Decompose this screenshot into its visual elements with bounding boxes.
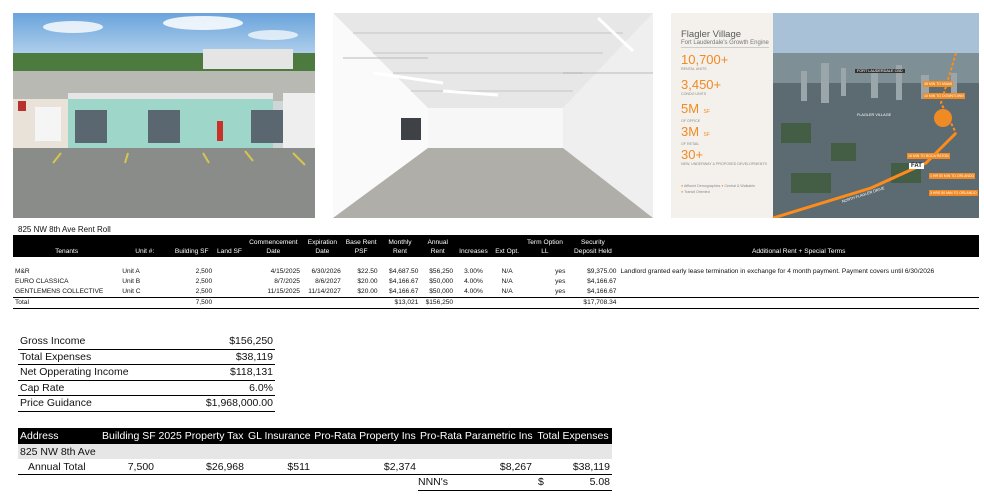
cell-security-deposit: $9,375.00 — [587, 268, 617, 275]
expense-address: 825 NW 8th Ave — [18, 444, 612, 460]
summary-row-price-guidance — [18, 396, 275, 412]
flyer-stat-2: 3,450+ CONDO UNITS — [681, 77, 722, 96]
col-gl-insurance: GL Insurance — [248, 429, 311, 442]
cell-empty — [343, 298, 380, 309]
cell-annual-rent: $50,000 — [429, 288, 454, 295]
summary-label: Cap Rate — [20, 381, 65, 394]
flyer-subtitle: Fort Lauderdale's Growth Engine — [681, 40, 769, 46]
cell-ext-opt: N/A — [501, 288, 513, 295]
cell-total-building-sf: 7,500 — [169, 298, 214, 309]
col-total-expenses: Total Expenses — [534, 428, 612, 444]
expense-header — [18, 428, 612, 444]
cell-monthly-rent: $4,166.67 — [389, 288, 419, 295]
map-time-2: 10 MIN TO DOWNTOWN — [924, 94, 964, 98]
nnn-value: 5.08 — [589, 476, 610, 488]
nnn-currency: $ — [538, 476, 544, 488]
cell-empty — [492, 298, 523, 309]
summary-row-gross-income — [18, 334, 275, 350]
flagler-village-flyer — [671, 13, 979, 218]
flyer-divider — [681, 47, 769, 48]
summary-value: $156,250 — [229, 335, 273, 347]
cell-monthly-rent: $4,166.67 — [389, 278, 419, 285]
cell-unit: Unit B — [122, 278, 141, 285]
cell-total-annual-rent: $156,250 — [420, 298, 455, 309]
expense-table — [18, 428, 612, 475]
map-label-village: FLAGLER VILLAGE — [857, 113, 892, 117]
cell-commencement: 4/15/2025 — [270, 268, 300, 275]
cell-tenant: GENTLEMENS COLLECTIVE — [15, 288, 104, 295]
cell-building-sf: 2,500 — [195, 288, 213, 295]
col-building-sf: Building SF — [102, 429, 156, 442]
cell-security-deposit: $4,166.67 — [587, 278, 617, 285]
col-security-deposit: Security Deposit Held — [574, 239, 612, 255]
cell-empty — [245, 298, 302, 309]
flyer-stat-4: 3M SF OF RETAIL — [681, 124, 710, 146]
rent-roll-header — [13, 235, 979, 257]
summary-value: $38,119 — [235, 350, 273, 363]
col-expiration: Expiration Date — [307, 239, 338, 255]
map-time-1: 38 MIN TO MIAMI — [924, 82, 953, 86]
cell-tenant: M&R — [15, 268, 30, 275]
cell-total-security-deposit: $17,708.34 — [567, 298, 618, 309]
col-base-rent: Base Rent PSF — [345, 239, 377, 255]
cell-land-sf — [214, 267, 245, 277]
col-parametric-ins: Pro-Rata Parametric Ins — [420, 429, 533, 442]
cell-additional-terms — [618, 287, 979, 298]
cell-gl-insurance: $511 — [246, 459, 312, 475]
map-time-5: 3 HRS 50 MIN TO ORLANDO — [930, 191, 977, 195]
col-increases: Increases — [459, 248, 488, 255]
flyer-stat-3: 5M SF OF OFFICE — [681, 101, 710, 123]
cell-empty — [455, 298, 492, 309]
cell-total-monthly-rent: $13,021 — [380, 298, 421, 309]
summary-row-total-expenses — [18, 350, 275, 366]
col-annual-rent: Annual Rent — [427, 239, 448, 255]
col-land-sf: Land SF — [216, 248, 242, 255]
cell-security-deposit: $4,166.67 — [587, 288, 617, 295]
cell-empty — [214, 298, 245, 309]
cell-empty — [120, 298, 169, 309]
cell-land-sf — [214, 277, 245, 287]
summary-row-cap-rate — [18, 381, 275, 397]
cell-base-rent: $20.00 — [357, 278, 378, 285]
map-label-fll: FORT LAUDERDALE CBD — [857, 69, 903, 73]
income-summary — [18, 334, 275, 412]
cell-ext-opt: N/A — [501, 268, 513, 275]
cell-total-label: Total — [13, 298, 120, 309]
cell-tenant: EURO CLASSICA — [15, 278, 69, 285]
nnn-label: NNN's — [418, 476, 449, 488]
summary-label: Price Guidance — [20, 397, 92, 409]
col-commencement: Commencement Date — [249, 239, 298, 255]
cell-commencement: 8/7/2025 — [274, 278, 300, 285]
building-exterior-photo — [13, 13, 315, 218]
cell-annual-rent: $50,000 — [429, 278, 454, 285]
cell-term-option: yes — [555, 268, 566, 275]
cell-empty — [522, 298, 567, 309]
table-row — [13, 287, 979, 298]
table-row — [13, 277, 979, 287]
cell-unit: Unit A — [122, 268, 140, 275]
cell-base-rent: $22.50 — [357, 268, 378, 275]
cell-land-sf — [214, 287, 245, 298]
col-unit: Unit #: — [135, 248, 155, 255]
summary-label: Gross Income — [20, 335, 86, 347]
rent-roll-title: 825 NW 8th Ave Rent Roll — [18, 225, 111, 234]
cell-ext-opt: N/A — [501, 278, 513, 285]
cell-base-rent: $20.00 — [357, 288, 378, 295]
col-building-sf: Building SF — [174, 248, 209, 255]
map-label-drive: NORTH FLAGLER DRIVE — [841, 186, 885, 204]
flyer-stat-5: 30+ NEW, UNDERWAY & PROPOSED DEVELOPMENTS — [681, 147, 767, 166]
cell-building-sf: 7,500 — [100, 459, 156, 475]
cell-annual-rent: $56,250 — [429, 268, 454, 275]
col-address: Address — [18, 428, 100, 444]
cell-additional-terms — [618, 277, 979, 287]
col-monthly-rent: Monthly Rent — [388, 239, 412, 255]
cell-building-sf: 2,500 — [195, 268, 213, 275]
cell-property-tax: $26,968 — [156, 459, 246, 475]
summary-value: 6.0% — [249, 381, 273, 394]
nnn-row — [418, 476, 612, 491]
cell-building-sf: 2,500 — [195, 278, 213, 285]
col-additional-terms: Additional Rent + Special Terms — [751, 248, 846, 255]
summary-value: $1,968,000.00 — [205, 397, 273, 409]
col-property-ins: Pro-Rata Property Ins — [312, 428, 418, 444]
col-term-option: Term Option LL — [526, 239, 563, 255]
cell-expiration: 8/6/2027 — [315, 278, 341, 285]
cell-expiration: 11/14/2027 — [308, 288, 341, 295]
col-property-tax: 2025 Property Tax — [156, 428, 246, 444]
cell-empty — [302, 298, 343, 309]
flyer-legend: ● Affluent Demographics ● Central & Walkable ● Transit Oriented — [681, 184, 756, 194]
map-time-4: 1 HR 50 MIN TO ORLANDO — [930, 174, 975, 178]
cell-increases: 3.00% — [464, 268, 483, 275]
rent-roll-table — [13, 235, 979, 309]
expense-total-row — [18, 459, 612, 475]
summary-label: Total Expenses — [20, 350, 92, 363]
cell-annual-total-label: Annual Total — [18, 459, 100, 475]
summary-row-noi — [18, 365, 275, 381]
cell-total-expenses: $38,119 — [534, 459, 612, 475]
cell-expiration: 6/30/2026 — [311, 268, 341, 275]
cell-empty — [618, 298, 979, 309]
map-time-3: 16 MIN TO BOCA RATON — [908, 154, 949, 158]
warehouse-interior-photo — [333, 13, 653, 218]
cell-increases: 4.00% — [464, 288, 483, 295]
flyer-title: Flagler Village — [681, 29, 742, 40]
summary-label: Net Opperating Income — [20, 366, 129, 378]
cell-term-option: yes — [555, 278, 566, 285]
map-site-label: FAT — [911, 163, 922, 169]
cell-parametric-ins: $8,267 — [418, 459, 534, 475]
summary-value: $118,131 — [229, 366, 273, 378]
cell-unit: Unit C — [122, 288, 141, 295]
cell-additional-terms: Landlord granted early lease termination in exchange for 4 month payment. Payment covers until 6/30/2026 — [620, 268, 935, 275]
cell-commencement: 11/15/2025 — [267, 288, 300, 295]
table-total-row — [13, 298, 979, 309]
table-spacer-row — [13, 257, 979, 267]
expense-address-row — [18, 444, 612, 460]
flyer-stat-1: 10,700+ RENTAL UNITS — [681, 52, 729, 71]
cell-monthly-rent: $4,687.50 — [389, 268, 419, 275]
cell-property-ins: $2,374 — [312, 459, 418, 475]
col-tenants: Tenants — [55, 248, 79, 255]
cell-term-option: yes — [555, 288, 566, 295]
col-ext-opt: Ext Opt. — [495, 248, 520, 255]
cell-increases: 4.00% — [464, 278, 483, 285]
table-row — [13, 267, 979, 277]
